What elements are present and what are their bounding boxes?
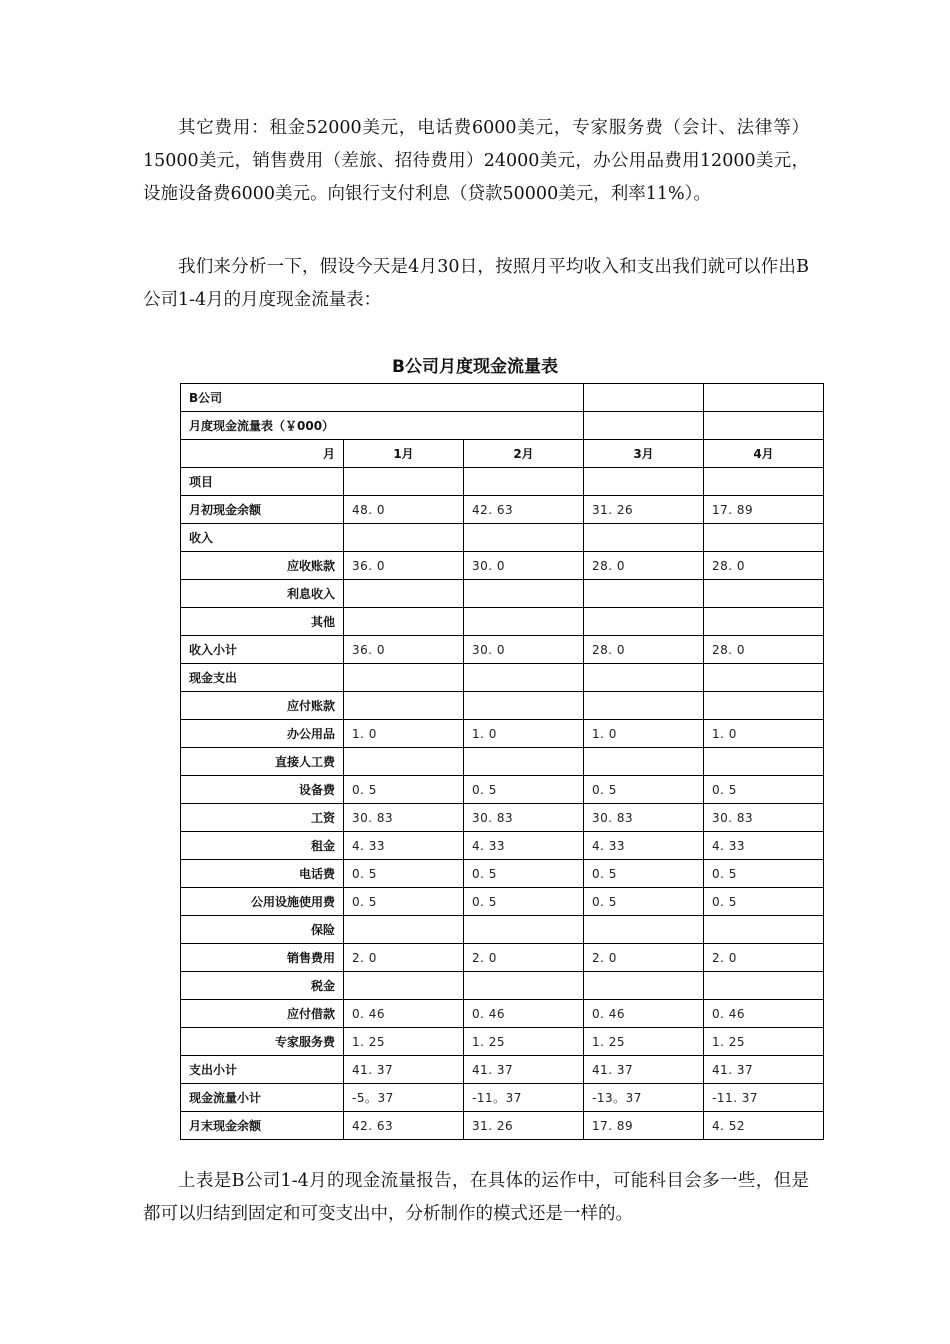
value-cell: 30. 83 xyxy=(464,804,584,832)
table-row xyxy=(181,1056,824,1084)
row-label: 其他 xyxy=(181,608,344,636)
value-cell: 0. 5 xyxy=(344,860,464,888)
value-cell xyxy=(344,524,464,552)
table-subtitle-cell: 月度现金流量表（￥000） xyxy=(181,412,584,440)
value-cell xyxy=(704,692,824,720)
value-cell: 36. 0 xyxy=(344,636,464,664)
table-row xyxy=(181,860,824,888)
value-cell: 0. 5 xyxy=(584,776,704,804)
row-label: 月末现金余额 xyxy=(181,1112,344,1140)
value-cell xyxy=(584,916,704,944)
value-cell: 31. 26 xyxy=(464,1112,584,1140)
month-header-1: 1月 xyxy=(344,440,464,468)
empty-cell xyxy=(704,412,824,440)
value-cell xyxy=(704,748,824,776)
empty-cell xyxy=(584,412,704,440)
value-cell: 0. 46 xyxy=(344,1000,464,1028)
value-cell: -11. 37 xyxy=(704,1084,824,1112)
row-label: 租金 xyxy=(181,832,344,860)
table-row xyxy=(181,580,824,608)
value-cell: 41. 37 xyxy=(464,1056,584,1084)
table-row xyxy=(181,832,824,860)
value-cell: 1. 0 xyxy=(344,720,464,748)
value-cell xyxy=(344,748,464,776)
value-cell: 1. 0 xyxy=(704,720,824,748)
value-cell: 41. 37 xyxy=(344,1056,464,1084)
row-label: 直接人工费 xyxy=(181,748,344,776)
paragraph-other-expenses: 其它费用：租金52000美元，电话费6000美元，专家服务费（会计、法律等）15000美元，销售费用（差旅、招待费用）24000美元，办公用品费用12000美元，设施设备费6000美元。向银行支付利息（贷款50000美元，利率11%）。 xyxy=(143,118,809,204)
value-cell: 30. 83 xyxy=(344,804,464,832)
row-label: 销售费用 xyxy=(181,944,344,972)
row-label: 现金流量小计 xyxy=(181,1084,344,1112)
value-cell: 0. 5 xyxy=(464,860,584,888)
value-cell xyxy=(344,972,464,1000)
value-cell: 1. 25 xyxy=(704,1028,824,1056)
value-cell xyxy=(464,608,584,636)
value-cell: 28. 0 xyxy=(584,636,704,664)
value-cell xyxy=(344,692,464,720)
empty-cell xyxy=(704,384,824,412)
value-cell xyxy=(584,524,704,552)
value-cell: 1. 0 xyxy=(584,720,704,748)
value-cell: 1. 25 xyxy=(584,1028,704,1056)
value-cell: 2. 0 xyxy=(464,944,584,972)
value-cell: 4. 33 xyxy=(704,832,824,860)
value-cell: 48. 0 xyxy=(344,496,464,524)
table-row xyxy=(181,496,824,524)
value-cell: 30. 83 xyxy=(584,804,704,832)
value-cell: 0. 5 xyxy=(344,776,464,804)
row-label: 电话费 xyxy=(181,860,344,888)
table-row xyxy=(181,468,824,496)
value-cell xyxy=(704,468,824,496)
value-cell: 17. 89 xyxy=(584,1112,704,1140)
table-row xyxy=(181,1028,824,1056)
value-cell: 41. 37 xyxy=(584,1056,704,1084)
table-row xyxy=(181,748,824,776)
row-label: 应收账款 xyxy=(181,552,344,580)
value-cell xyxy=(344,608,464,636)
table-row xyxy=(181,944,824,972)
row-label: 办公用品 xyxy=(181,720,344,748)
value-cell xyxy=(464,580,584,608)
value-cell: 17. 89 xyxy=(704,496,824,524)
value-cell: 36. 0 xyxy=(344,552,464,580)
value-cell xyxy=(344,916,464,944)
month-label-cell: 月 xyxy=(181,440,344,468)
value-cell: 0. 5 xyxy=(584,860,704,888)
row-label: 公用设施使用费 xyxy=(181,888,344,916)
value-cell xyxy=(584,468,704,496)
value-cell xyxy=(584,608,704,636)
value-cell xyxy=(584,692,704,720)
value-cell xyxy=(704,972,824,1000)
value-cell: 42. 63 xyxy=(344,1112,464,1140)
value-cell: 2. 0 xyxy=(704,944,824,972)
value-cell xyxy=(704,580,824,608)
table-row xyxy=(181,608,824,636)
table-row xyxy=(181,888,824,916)
value-cell: 0. 5 xyxy=(464,776,584,804)
value-cell: 0. 5 xyxy=(704,860,824,888)
value-cell: 0. 5 xyxy=(704,888,824,916)
value-cell xyxy=(464,692,584,720)
table-title: B公司月度现金流量表 xyxy=(392,357,558,377)
value-cell: 28. 0 xyxy=(704,552,824,580)
row-label: 收入小计 xyxy=(181,636,344,664)
value-cell: 31. 26 xyxy=(584,496,704,524)
month-header-2: 2月 xyxy=(464,440,584,468)
value-cell: -5。37 xyxy=(344,1084,464,1112)
table-row-subtitle xyxy=(181,412,824,440)
row-label: 收入 xyxy=(181,524,344,552)
paragraph-conclusion: 上表是B公司1-4月的现金流量报告，在具体的运作中，可能科目会多一些，但是都可以归结到固定和可变支出中，分析制作的模式还是一样的。 xyxy=(143,1171,809,1224)
value-cell: 0. 46 xyxy=(464,1000,584,1028)
value-cell: 30. 0 xyxy=(464,552,584,580)
value-cell xyxy=(464,524,584,552)
table-row xyxy=(181,664,824,692)
value-cell: 30. 0 xyxy=(464,636,584,664)
value-cell xyxy=(704,664,824,692)
value-cell xyxy=(464,468,584,496)
month-header-4: 4月 xyxy=(704,440,824,468)
value-cell: 1. 25 xyxy=(344,1028,464,1056)
value-cell xyxy=(704,608,824,636)
table-row xyxy=(181,1112,824,1140)
row-label: 支出小计 xyxy=(181,1056,344,1084)
row-label: 应付账款 xyxy=(181,692,344,720)
cash-flow-table xyxy=(180,383,824,1140)
table-row xyxy=(181,636,824,664)
table-row xyxy=(181,916,824,944)
row-label: 应付借款 xyxy=(181,1000,344,1028)
row-label: 月初现金余额 xyxy=(181,496,344,524)
value-cell: 28. 0 xyxy=(704,636,824,664)
value-cell: 41. 37 xyxy=(704,1056,824,1084)
row-label: 设备费 xyxy=(181,776,344,804)
value-cell: 2. 0 xyxy=(344,944,464,972)
row-label: 利息收入 xyxy=(181,580,344,608)
value-cell xyxy=(464,664,584,692)
value-cell xyxy=(584,748,704,776)
value-cell: 0. 5 xyxy=(704,776,824,804)
value-cell: 4. 33 xyxy=(584,832,704,860)
row-label: 项目 xyxy=(181,468,344,496)
value-cell: 2. 0 xyxy=(584,944,704,972)
paragraph-analysis-intro: 我们来分析一下，假设今天是4月30日，按照月平均收入和支出我们就可以作出B公司1-4月的月度现金流量表： xyxy=(143,257,809,310)
value-cell xyxy=(704,524,824,552)
value-cell xyxy=(584,972,704,1000)
value-cell: 42. 63 xyxy=(464,496,584,524)
value-cell: 0. 46 xyxy=(584,1000,704,1028)
value-cell xyxy=(584,580,704,608)
table-row xyxy=(181,692,824,720)
table-row xyxy=(181,1000,824,1028)
table-row xyxy=(181,720,824,748)
table-row xyxy=(181,524,824,552)
value-cell: 0. 5 xyxy=(464,888,584,916)
row-label: 专家服务费 xyxy=(181,1028,344,1056)
value-cell xyxy=(464,972,584,1000)
value-cell: 0. 5 xyxy=(584,888,704,916)
value-cell: 28. 0 xyxy=(584,552,704,580)
table-row xyxy=(181,1084,824,1112)
table-row xyxy=(181,776,824,804)
row-label: 现金支出 xyxy=(181,664,344,692)
value-cell xyxy=(584,664,704,692)
table-row xyxy=(181,804,824,832)
value-cell: 4. 52 xyxy=(704,1112,824,1140)
value-cell: 0. 46 xyxy=(704,1000,824,1028)
value-cell xyxy=(464,748,584,776)
value-cell: -11。37 xyxy=(464,1084,584,1112)
value-cell xyxy=(704,916,824,944)
value-cell: 1. 25 xyxy=(464,1028,584,1056)
value-cell xyxy=(344,664,464,692)
table-header-row xyxy=(181,440,824,468)
value-cell xyxy=(344,468,464,496)
row-label: 保险 xyxy=(181,916,344,944)
value-cell: 4. 33 xyxy=(464,832,584,860)
value-cell: 30. 83 xyxy=(704,804,824,832)
value-cell xyxy=(344,580,464,608)
value-cell: 1. 0 xyxy=(464,720,584,748)
value-cell xyxy=(464,916,584,944)
value-cell: 4. 33 xyxy=(344,832,464,860)
empty-cell xyxy=(584,384,704,412)
month-header-3: 3月 xyxy=(584,440,704,468)
company-cell: B公司 xyxy=(181,384,584,412)
value-cell: -13。37 xyxy=(584,1084,704,1112)
row-label: 工资 xyxy=(181,804,344,832)
table-row xyxy=(181,552,824,580)
row-label: 税金 xyxy=(181,972,344,1000)
table-row-company xyxy=(181,384,824,412)
value-cell: 0. 5 xyxy=(344,888,464,916)
table-row xyxy=(181,972,824,1000)
